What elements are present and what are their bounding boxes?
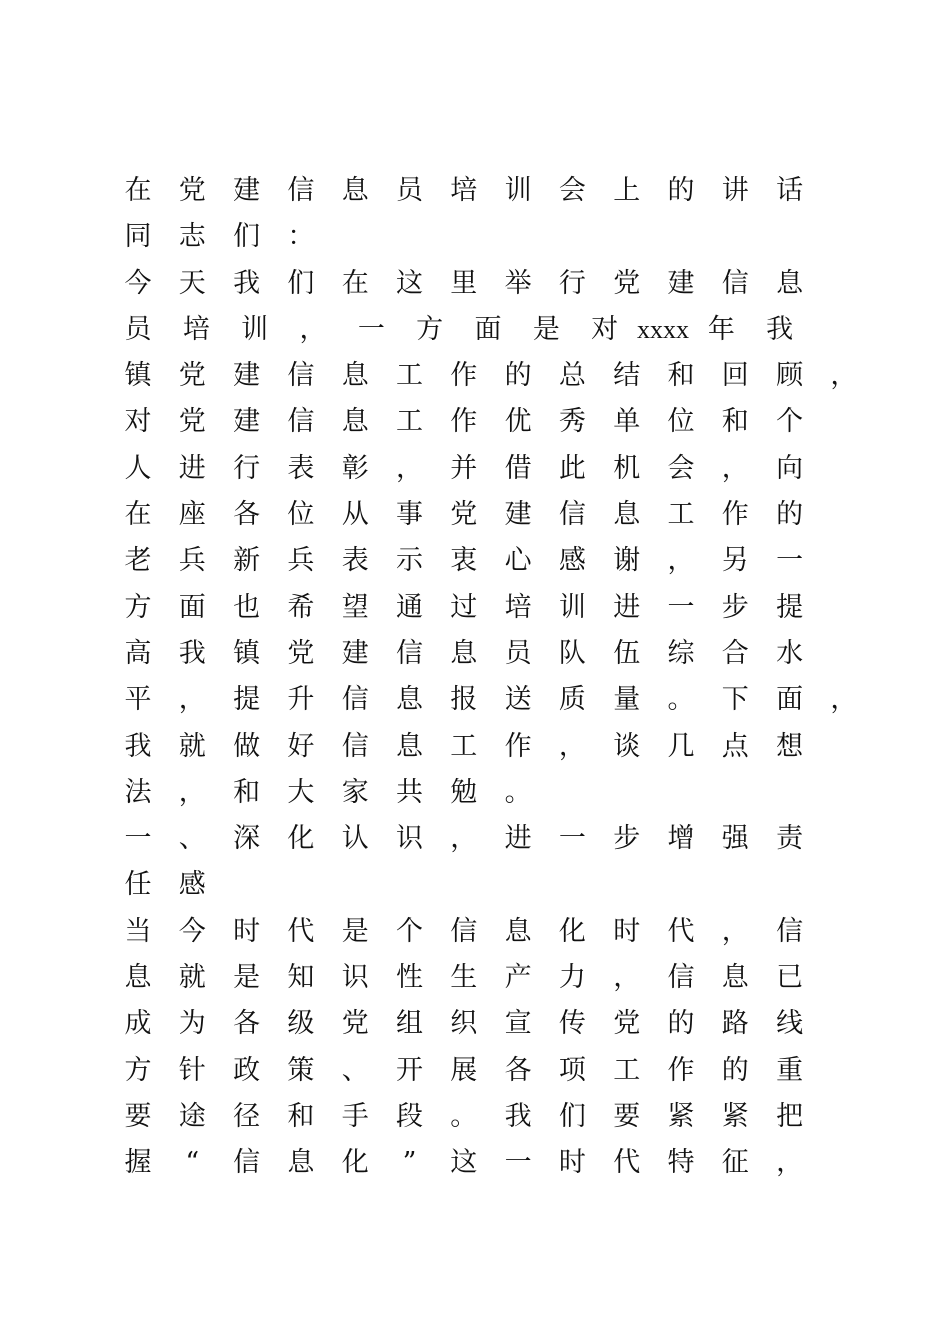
text-char: 握: [124, 1147, 152, 1179]
text-char: 化: [558, 915, 586, 947]
text-line: [124, 1140, 824, 1186]
text-char: 训: [241, 313, 269, 345]
text-char: ，: [721, 452, 749, 484]
text-char: 借: [504, 452, 532, 484]
text-char: 息: [341, 406, 369, 438]
text-line: [124, 677, 858, 723]
text-char: ，: [178, 684, 206, 716]
text-char: 认: [341, 823, 369, 855]
text-char: 息: [341, 360, 369, 392]
text-char: ：: [287, 221, 315, 253]
text-char: 、: [178, 823, 206, 855]
text-char: 培: [182, 313, 210, 345]
text-char: 讲: [721, 175, 749, 206]
text-line: [124, 585, 824, 631]
text-char: 今: [124, 267, 152, 299]
text-char: 息: [396, 730, 423, 762]
text-char: 党: [341, 1008, 369, 1040]
text-line: [124, 724, 824, 770]
text-char: 送: [504, 684, 532, 716]
text-char: 。: [504, 776, 532, 808]
text-char: 对: [124, 406, 152, 438]
text-char: 提: [776, 591, 804, 623]
text-char: 信: [287, 406, 315, 438]
text-char: 机: [613, 452, 641, 484]
text-char: 表: [287, 452, 315, 484]
text-char: 话: [776, 175, 804, 206]
text-char: 员: [124, 313, 152, 345]
text-char: ”: [402, 1147, 417, 1179]
text-char: 项: [558, 1054, 586, 1086]
text-char: 路: [721, 1008, 749, 1040]
text-char: 法: [124, 776, 152, 808]
text-char: 员: [504, 637, 532, 669]
text-char: 建: [504, 499, 532, 531]
text-char: 志: [178, 221, 206, 253]
text-char: 要: [124, 1100, 152, 1132]
text-line: [124, 214, 824, 260]
text-line: [124, 168, 824, 214]
text-char: 队: [558, 637, 586, 669]
text-char: 员: [396, 175, 423, 206]
text-char: 里: [450, 267, 478, 299]
text-char: 们: [558, 1100, 586, 1132]
text-char: 在: [124, 175, 152, 206]
text-char: 在: [124, 499, 152, 531]
text-char: 党: [178, 406, 206, 438]
text-char: 深: [233, 823, 261, 855]
text-char: 回: [721, 360, 749, 392]
text-char: 信: [341, 684, 369, 716]
text-line: [124, 446, 824, 492]
text-char: 谈: [613, 730, 641, 762]
text-char: 作: [667, 1054, 695, 1086]
text-char: 我: [233, 267, 261, 299]
text-char: 的: [776, 499, 804, 531]
text-char: 方: [416, 313, 444, 345]
text-char: 一: [667, 591, 695, 623]
text-char: 时: [233, 915, 261, 947]
text-char: 培: [504, 591, 532, 623]
text-char: 作: [450, 406, 478, 438]
text-char: 成: [124, 1008, 152, 1040]
text-char: 建: [233, 406, 261, 438]
text-char: 任: [124, 869, 152, 901]
text-char: 各: [504, 1054, 532, 1086]
text-char: 兵: [178, 545, 206, 577]
text-char: 通: [396, 591, 423, 623]
text-char: 这: [450, 1147, 478, 1179]
text-line: [124, 492, 824, 538]
text-char: 另: [721, 545, 749, 577]
text-char: 人: [124, 452, 152, 484]
text-char: 顾: [776, 360, 804, 392]
text-char: 传: [558, 1008, 586, 1040]
text-char: 结: [613, 360, 641, 392]
text-char: 过: [450, 591, 478, 623]
text-char: 、: [341, 1054, 369, 1086]
text-char: 时: [613, 915, 641, 947]
text-char: 息: [721, 962, 749, 994]
text-char: 这: [396, 267, 423, 299]
text-char: 工: [396, 360, 423, 392]
text-char: 伍: [613, 637, 641, 669]
text-char: 在: [341, 267, 369, 299]
text-char: 面: [474, 313, 502, 345]
text-char: 座: [178, 499, 206, 531]
text-char: 位: [287, 499, 315, 531]
text-char: 息: [450, 637, 478, 669]
text-char: ，: [178, 776, 206, 808]
text-char: 做: [233, 730, 261, 762]
text-char: 信: [233, 1147, 261, 1179]
text-char: 的: [667, 1008, 695, 1040]
text-char: 途: [178, 1100, 206, 1132]
text-char: 党: [287, 637, 315, 669]
text-char: 今: [178, 915, 206, 947]
text-char: 针: [178, 1054, 206, 1086]
text-char: ，: [299, 313, 327, 345]
text-line: [124, 307, 824, 353]
text-char: 代: [613, 1147, 641, 1179]
text-char: 天: [178, 267, 206, 299]
text-char: ，: [667, 545, 695, 577]
text-char: 级: [287, 1008, 315, 1040]
text-char: 训: [558, 591, 586, 623]
text-char: 报: [450, 684, 478, 716]
text-char: 是: [341, 915, 369, 947]
text-char: 和: [667, 360, 695, 392]
text-char: 已: [776, 962, 804, 994]
text-char: 知: [287, 962, 315, 994]
text-char: 特: [667, 1147, 695, 1179]
text-char: 方: [124, 1054, 152, 1086]
text-char: 个: [396, 915, 423, 947]
text-line: [124, 909, 824, 955]
text-char: 方: [124, 591, 152, 623]
text-char: 一: [357, 313, 385, 345]
text-char: 的: [667, 175, 695, 206]
text-char: 力: [558, 962, 586, 994]
text-char: 性: [396, 962, 423, 994]
text-char: 展: [450, 1054, 478, 1086]
text-char: 息: [396, 684, 423, 716]
text-char: 信: [396, 637, 423, 669]
text-line: [124, 631, 824, 677]
text-char: 望: [341, 591, 369, 623]
text-char: 径: [233, 1100, 261, 1132]
text-char: 共: [396, 776, 423, 808]
text-char: 识: [396, 823, 423, 855]
text-char: 工: [613, 1054, 641, 1086]
text-char: 代: [667, 915, 695, 947]
text-char: 化: [287, 823, 315, 855]
text-char: 一: [124, 823, 152, 855]
text-char: 衷: [450, 545, 478, 577]
text-char: 量: [613, 684, 641, 716]
text-char: 举: [504, 267, 532, 299]
text-char: 我: [178, 637, 206, 669]
text-char: 年: [707, 313, 735, 345]
text-char: 宣: [504, 1008, 532, 1040]
text-char: 一: [558, 823, 586, 855]
text-char: 希: [287, 591, 315, 623]
text-char: 进: [613, 591, 641, 623]
text-char: 增: [667, 823, 695, 855]
text-char: 们: [287, 267, 315, 299]
text-char: 谢: [613, 545, 641, 577]
text-char: 会: [558, 175, 586, 206]
text-char: 秀: [558, 406, 586, 438]
text-char: 息: [504, 915, 532, 947]
text-char: 点: [721, 730, 749, 762]
text-char: 勉: [450, 776, 478, 808]
text-char: 段: [396, 1100, 423, 1132]
text-char: 强: [721, 823, 749, 855]
text-char: 信: [287, 360, 315, 392]
text-char: 识: [341, 962, 369, 994]
text-char: 平: [124, 684, 152, 716]
text-char: 向: [776, 452, 804, 484]
text-char: 手: [341, 1100, 369, 1132]
text-char: 时: [558, 1147, 586, 1179]
text-line: [124, 353, 858, 399]
text-char: 征: [721, 1147, 749, 1179]
text-char: 新: [233, 545, 261, 577]
text-line: [124, 955, 824, 1001]
text-char: 镇: [233, 637, 261, 669]
text-char: 水: [776, 637, 804, 669]
text-char: xxxx: [637, 314, 689, 344]
text-char: 建: [233, 360, 261, 392]
text-char: 工: [396, 406, 423, 438]
text-char: 老: [124, 545, 152, 577]
text-char: 工: [667, 499, 695, 531]
text-char: 我: [766, 313, 794, 345]
text-char: 为: [178, 1008, 206, 1040]
text-char: 同: [124, 221, 152, 253]
text-char: 和: [287, 1100, 315, 1132]
text-char: 对: [591, 313, 619, 345]
text-line: [124, 770, 824, 816]
text-char: 信: [667, 962, 695, 994]
text-char: 优: [504, 406, 532, 438]
text-char: 息: [287, 1147, 315, 1179]
text-line: [124, 1001, 824, 1047]
text-char: 培: [450, 175, 478, 206]
text-char: 把: [776, 1100, 804, 1132]
text-line: [124, 538, 824, 584]
text-char: 党: [178, 360, 206, 392]
text-char: 训: [504, 175, 532, 206]
text-char: 我: [124, 730, 152, 762]
text-char: 一: [504, 1147, 532, 1179]
text-char: 是: [233, 962, 261, 994]
text-char: 面: [776, 684, 804, 716]
text-char: 代: [287, 915, 315, 947]
text-char: 作: [721, 499, 749, 531]
text-char: 综: [667, 637, 695, 669]
text-char: ，: [450, 823, 478, 855]
text-char: 党: [613, 267, 641, 299]
text-char: 我: [504, 1100, 532, 1132]
text-char: 单: [613, 406, 641, 438]
text-char: 总: [558, 360, 586, 392]
text-char: 大: [287, 776, 315, 808]
text-char: 提: [233, 684, 261, 716]
text-char: 想: [776, 730, 804, 762]
text-char: ，: [396, 452, 423, 484]
text-char: ，: [776, 1147, 804, 1179]
text-char: 几: [667, 730, 695, 762]
text-char: 高: [124, 637, 152, 669]
text-char: 紧: [721, 1100, 749, 1132]
text-char: 合: [721, 637, 749, 669]
text-char: ，: [830, 684, 858, 716]
text-char: 建: [341, 637, 369, 669]
text-char: 政: [233, 1054, 261, 1086]
text-char: 也: [233, 591, 261, 623]
text-char: 并: [450, 452, 478, 484]
speech-text: [124, 168, 858, 1187]
text-char: 建: [233, 175, 261, 206]
text-char: 信: [558, 499, 586, 531]
text-char: 镇: [124, 360, 152, 392]
text-char: 兵: [287, 545, 315, 577]
text-char: 进: [504, 823, 532, 855]
text-char: 此: [558, 452, 586, 484]
text-char: 的: [721, 1054, 749, 1086]
text-char: 彰: [341, 452, 369, 484]
text-char: 从: [341, 499, 369, 531]
text-char: 和: [721, 406, 749, 438]
text-line: [124, 1094, 824, 1140]
text-char: 各: [233, 499, 261, 531]
text-char: 质: [558, 684, 586, 716]
text-char: 紧: [667, 1100, 695, 1132]
text-char: 步: [613, 823, 641, 855]
text-char: 息: [341, 175, 369, 206]
text-char: 示: [396, 545, 423, 577]
text-char: 下: [721, 684, 749, 716]
text-char: ，: [721, 915, 749, 947]
text-char: 工: [450, 730, 478, 762]
text-char: 步: [721, 591, 749, 623]
text-char: 心: [504, 545, 532, 577]
text-char: 事: [396, 499, 423, 531]
text-char: 行: [558, 267, 586, 299]
text-char: 面: [178, 591, 206, 623]
text-char: 息: [776, 267, 804, 299]
text-char: 好: [287, 730, 315, 762]
text-char: 位: [667, 406, 695, 438]
text-char: 就: [178, 962, 206, 994]
text-char: 产: [504, 962, 532, 994]
text-char: 。: [450, 1100, 478, 1132]
text-char: 上: [613, 175, 641, 206]
text-char: ，: [613, 962, 641, 994]
text-char: ，: [558, 730, 586, 762]
text-line: [124, 862, 824, 908]
text-char: 和: [233, 776, 261, 808]
text-char: 个: [776, 406, 804, 438]
text-char: 化: [341, 1147, 369, 1179]
text-char: 要: [613, 1100, 641, 1132]
text-char: 。: [667, 684, 695, 716]
text-char: 的: [504, 360, 532, 392]
text-char: 表: [341, 545, 369, 577]
text-line: [124, 399, 824, 445]
text-char: 各: [233, 1008, 261, 1040]
text-char: 开: [396, 1054, 423, 1086]
text-char: 们: [233, 221, 261, 253]
text-char: “: [185, 1147, 200, 1179]
text-char: 责: [776, 823, 804, 855]
text-char: 组: [396, 1008, 423, 1040]
text-char: 作: [504, 730, 532, 762]
text-char: 党: [450, 499, 478, 531]
text-line: [124, 1048, 824, 1094]
text-char: 当: [124, 915, 152, 947]
text-char: 息: [613, 499, 641, 531]
text-char: 织: [450, 1008, 478, 1040]
text-char: 就: [178, 730, 206, 762]
text-char: ，: [830, 360, 858, 392]
text-char: 重: [776, 1054, 804, 1086]
text-char: 感: [558, 545, 586, 577]
text-char: 息: [124, 962, 152, 994]
text-char: 信: [450, 915, 478, 947]
text-char: 党: [613, 1008, 641, 1040]
text-char: 是: [532, 313, 560, 345]
text-char: 信: [341, 730, 369, 762]
text-char: 进: [178, 452, 206, 484]
text-char: 升: [287, 684, 315, 716]
text-char: 作: [450, 360, 478, 392]
text-char: 一: [776, 545, 804, 577]
text-char: 建: [667, 267, 695, 299]
text-char: 信: [721, 267, 749, 299]
text-char: 策: [287, 1054, 315, 1086]
text-char: 信: [776, 915, 804, 947]
text-char: 生: [450, 962, 478, 994]
text-char: 行: [233, 452, 261, 484]
text-line: [124, 816, 824, 862]
text-char: 家: [341, 776, 369, 808]
text-char: 感: [178, 869, 206, 901]
text-char: 线: [776, 1008, 804, 1040]
text-char: 党: [178, 175, 206, 206]
text-char: 会: [667, 452, 695, 484]
text-line: [124, 261, 824, 307]
text-char: 信: [287, 175, 315, 206]
